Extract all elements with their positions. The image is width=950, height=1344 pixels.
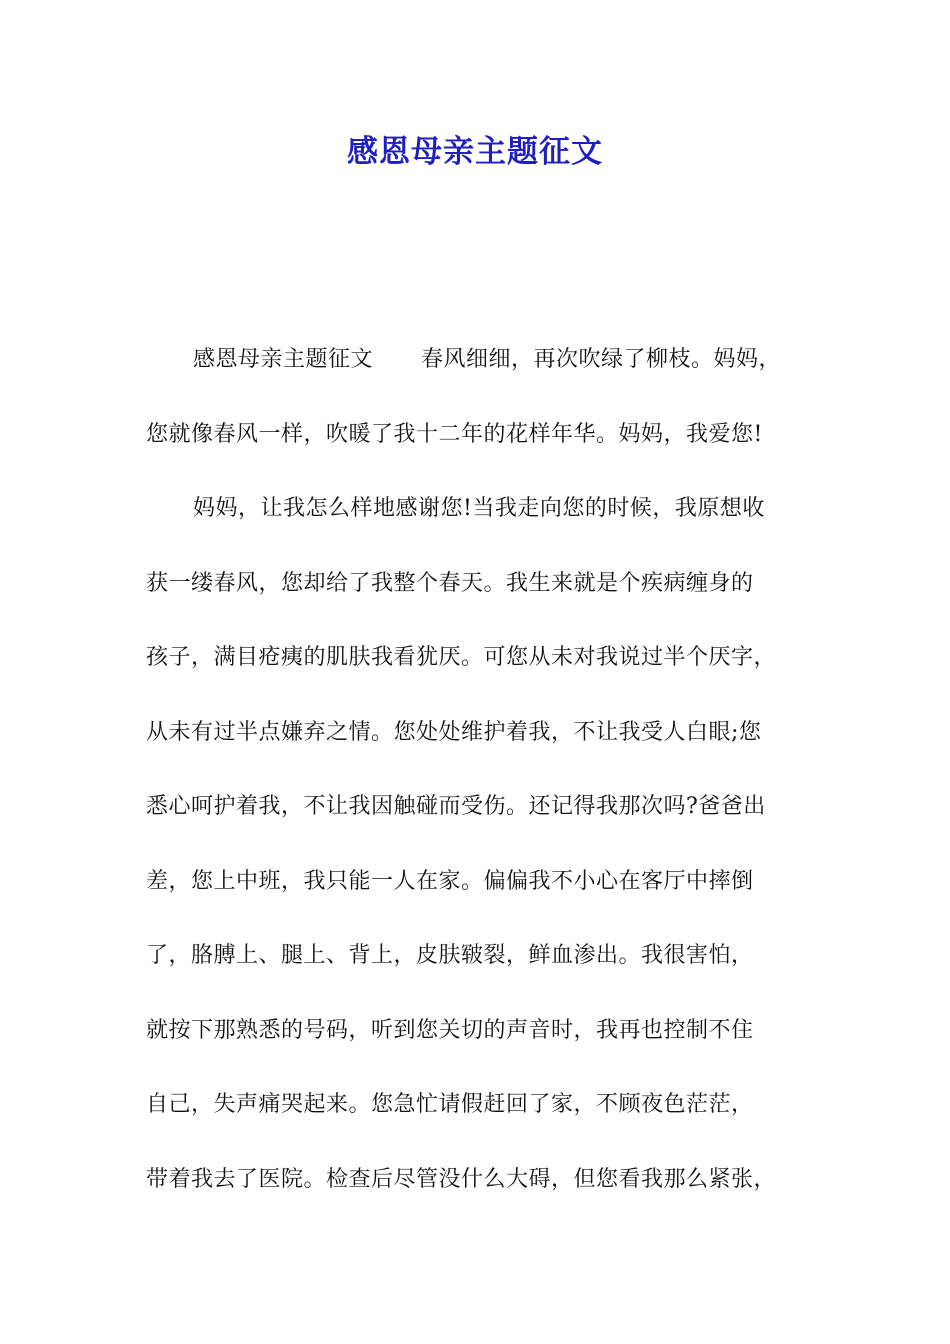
document-body [146,340,821,1234]
text-line: 差，您上中班，我只能一人在家。偏偏我不小心在客厅中摔倒 [146,868,754,894]
text-line: 您就像春风一样，吹暖了我十二年的花样年华。妈妈，我爱您! [146,421,763,447]
text-line [146,340,821,415]
text-line: 悉心呵护着我，不让我因触碰而受伤。还记得我那次吗?爸爸出 [146,794,766,819]
inline-heading: 感恩母亲主题征文 [193,347,374,372]
text-line: 妈妈，让我怎么样地感谢您!当我走向您的时候，我原想收 [193,496,765,521]
text-line: 了，胳膊上、腿上、背上，皮肤皲裂，鲜血渗出。我很害怕， [146,943,754,968]
document-title: 感恩母亲主题征文 [347,134,603,170]
text-segment: 春风细细，再次吹绿了柳枝。妈妈， [421,347,782,372]
text-line: 从未有过半点嫌弃之情。您处处维护着我，不让我受人白眼;您 [146,719,762,745]
text-line: 孩子，满目疮痍的肌肤我看犹厌。可您从未对我说过半个厌字， [146,645,777,670]
text-line: 带着我去了医院。检查后尽管没什么大碍，但您看我那么紧张， [146,1166,777,1192]
text-line: 就按下那熟悉的号码，听到您关切的声音时，我再也控制不住 [146,1017,754,1043]
text-line: 获一缕春风，您却给了我整个春天。我生来就是个疾病缠身的 [146,570,754,596]
text-line: 自己，失声痛哭起来。您急忙请假赶回了家，不顾夜色茫茫， [146,1092,754,1117]
